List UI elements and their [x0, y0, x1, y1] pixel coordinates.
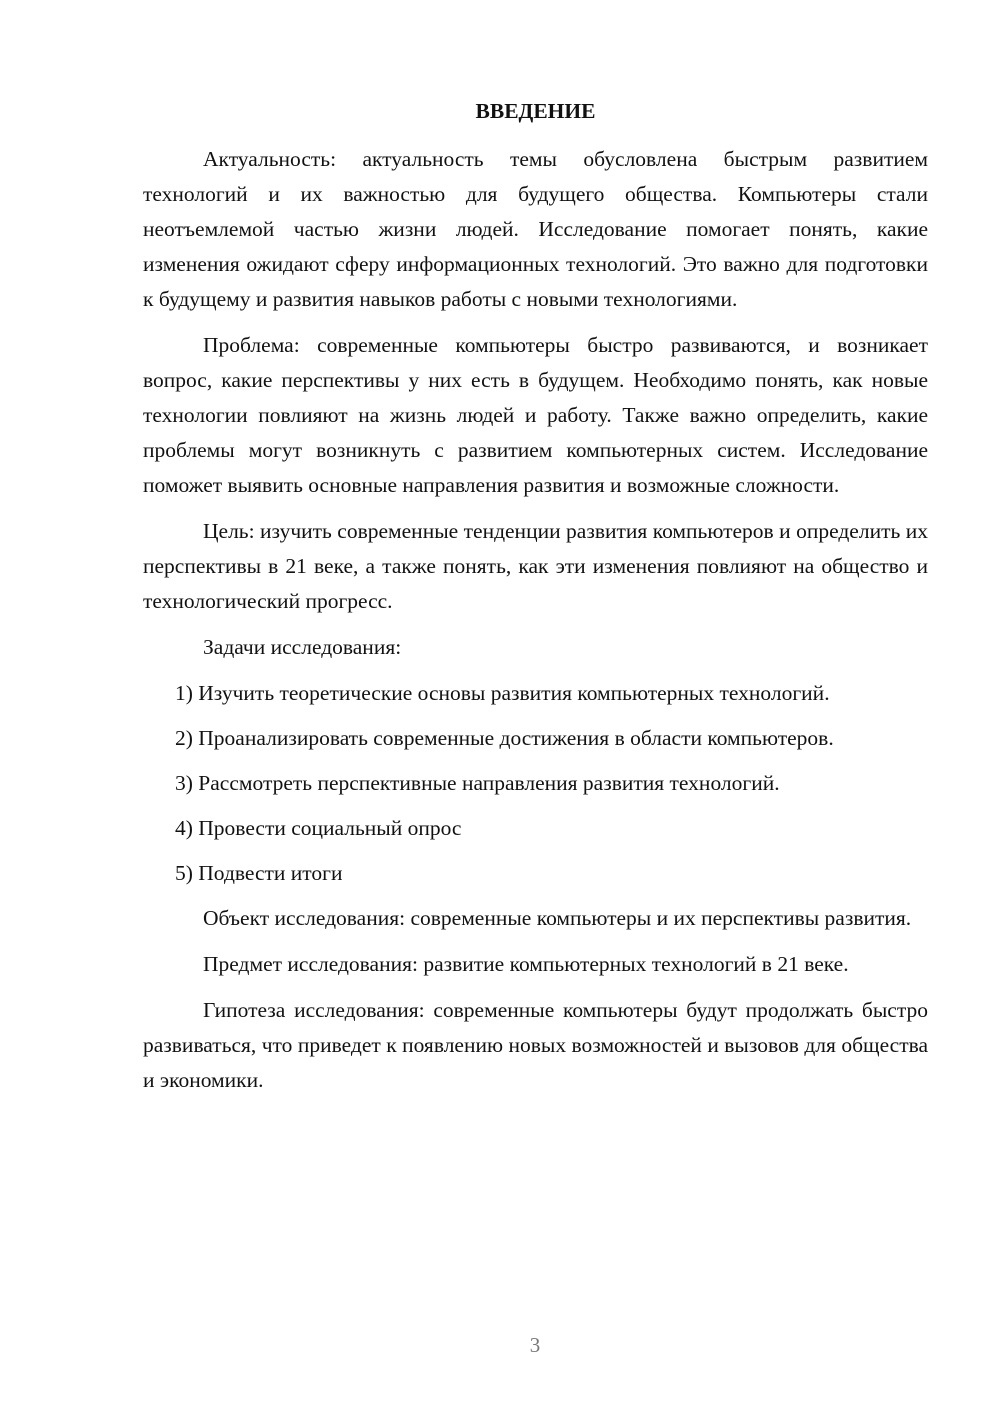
problem-paragraph: Проблема: современные компьютеры быстро развиваются, и возникает вопрос, какие перспективы у них есть в будущем. Необходимо понять, как новые технологии повлияют на жизнь людей и работу. Также важно определить, какие проблемы могут возникнуть с развитием компьютерных систем. Исследование поможет выявить основные направления развития и возможные сложности. [143, 333, 928, 497]
task-item-3: 3) Рассмотреть перспективные направления развития технологий. [175, 771, 780, 795]
goal-paragraph: Цель: изучить современные тенденции развития компьютеров и определить их перспективы в 21 веке, а также понять, как эти изменения повлияют на общество и технологический прогресс. [143, 519, 928, 613]
subject-paragraph: Предмет исследования: развитие компьютерных технологий в 21 веке. [203, 952, 849, 976]
tasks-heading: Задачи исследования: [203, 635, 402, 659]
task-item-5: 5) Подвести итоги [175, 861, 343, 885]
document-page [143, 96, 928, 1109]
page-number: 3 [529, 1333, 541, 1357]
relevance-paragraph: Актуальность: актуальность темы обусловлена быстрым развитием технологий и их важностью для будущего общества. Компьютеры стали неотъемлемой частью жизни людей. Исследование помогает понять, какие изменения ожидают сферу информационных технологий. Это важно для подготовки к будущему и развития навыков работы с новыми технологиями. [143, 147, 928, 311]
task-item-4: 4) Провести социальный опрос [175, 816, 462, 840]
section-title: ВВЕДЕНИЕ [475, 99, 596, 123]
task-item-2: 2) Проанализировать современные достижения в области компьютеров. [175, 726, 834, 750]
task-item-1: 1) Изучить теоретические основы развития компьютерных технологий. [175, 681, 830, 705]
hypothesis-paragraph: Гипотеза исследования: современные компьютеры будут продолжать быстро развиваться, что приведет к появлению новых возможностей и вызовов для общества и экономики. [143, 998, 928, 1092]
object-paragraph: Объект исследования: современные компьютеры и их перспективы развития. [203, 906, 912, 930]
